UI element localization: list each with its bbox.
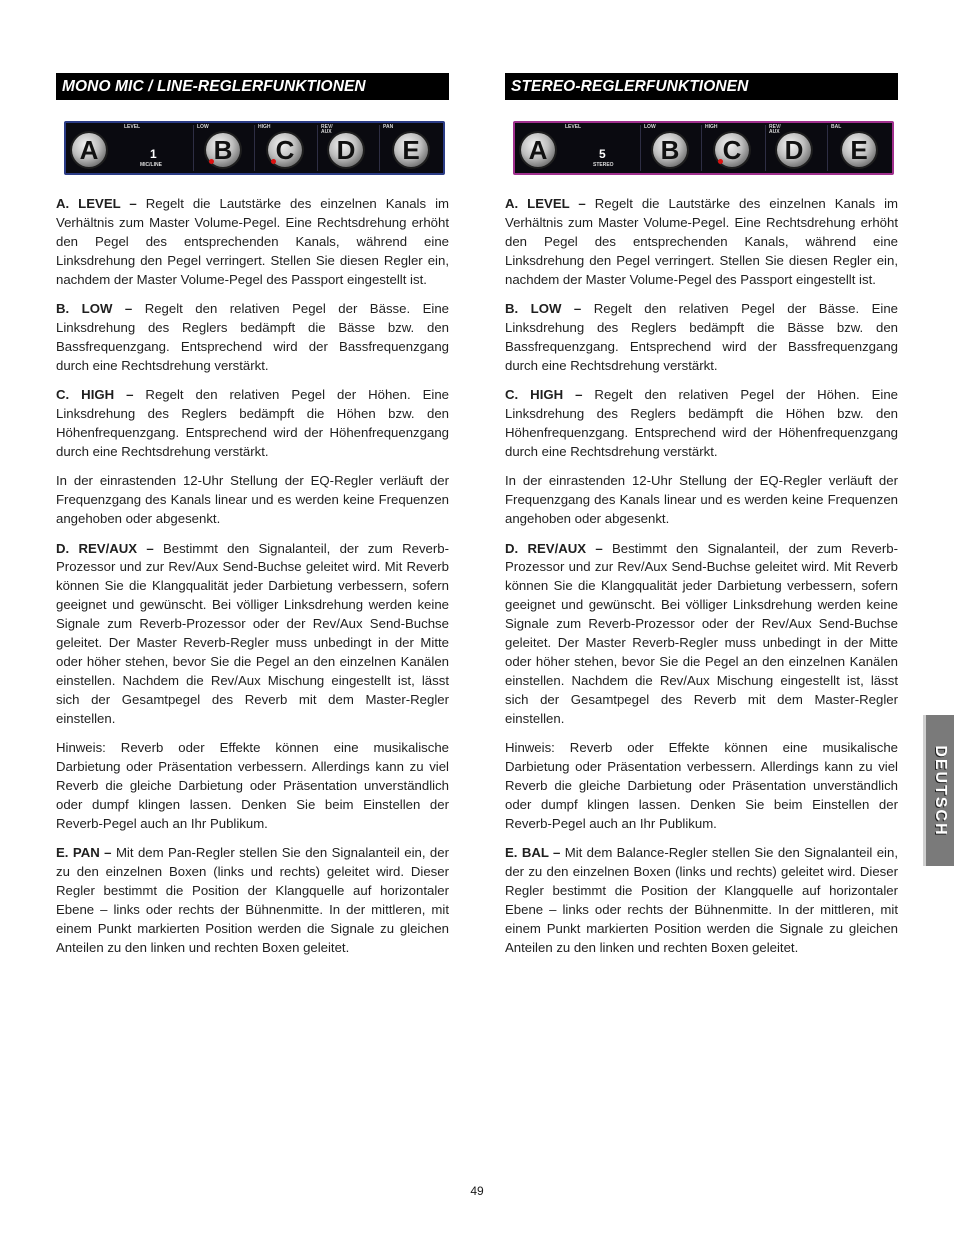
paragraph: D. REV/AUX – Bestimmt den Signalanteil, der zum Reverb-Prozessor und zur Rev/Aux Send-Buchse geleitet wird. Mit Reverb können Sie die Klangqualität jeder Darbietung verbessern, sofern geeignet und gewünscht. Bei völliger Linksdrehung werden keine Signale zum Reverb-Prozessor oder der Rev/Aux Send-Buchse geleitet. Der Master Reverb-Regler muss unbedingt in der Mitte oder höher stehen, bevor Sie die Pegel an den einzelnen Kanälen einstellen. Nachdem die Rev/Aux Mischung eingestellt ist, lässt sich der Gesamtpegel des Reverb mit dem Master-Regler einstellen.: [56, 540, 449, 726]
paragraph: Hinweis: Reverb oder Effekte können eine musikalische Darbietung oder Präsentation verbessern. Allerdings kann zu viel Reverb die gleiche Darbietung oder Präsentation unverständlich oder dumpf klingen lassen. Denken Sie beim Einstellen der Reverb-Pegel auch an Ihr Publikum.: [505, 740, 898, 831]
bal-knob-e: E: [842, 133, 876, 167]
channel-type: STEREO: [593, 162, 614, 168]
mono-text: [56, 195, 449, 958]
mono-column: [56, 73, 449, 968]
paragraph: In der einrastenden 12-Uhr Stellung der EQ-Regler verläuft der Frequenzgang des Kanals linear und es werden keine Frequenzen angehoben oder abgesenkt.: [56, 473, 449, 527]
paragraph: D. REV/AUX – Bestimmt den Signalanteil, der zum Reverb-Prozessor und zur Rev/Aux Send-Buchse geleitet wird. Mit Reverb können Sie die Klangqualität jeder Darbietung verbessern, sofern geeignet und gewünscht. Bei völliger Linksdrehung werden keine Signale zum Reverb-Prozessor oder der Rev/Aux Send-Buchse geleitet. Der Master Reverb-Regler muss unbedingt in der Mitte oder höher stehen, bevor Sie die Pegel an den einzelnen Kanälen einstellen. Nachdem die Rev/Aux Mischung eingestellt ist, lässt sich der Gesamtpegel des Reverb mit dem Master-Regler einstellen.: [505, 540, 898, 726]
panel-label-level: LEVEL: [565, 124, 582, 130]
stereo-text: [505, 195, 898, 958]
stereo-section-title: STEREO-REGLERFUNKTIONEN: [505, 73, 898, 100]
low-knob-b: B: [653, 133, 687, 167]
paragraph: B. LOW – Regelt den relativen Pegel der Bässe. Eine Linksdrehung des Reglers bedämpft die Bässe bzw. den Bassfrequenzgang. Entsprechend wird der Bassfrequenzgang durch eine Rechtsdrehung verstärkt.: [505, 301, 898, 373]
panel-label-high: HIGH: [258, 124, 271, 130]
panel-label-low: LOW: [644, 124, 656, 130]
low-knob-b: B: [206, 133, 240, 167]
panel-label-low: LOW: [197, 124, 209, 130]
paragraph: C. HIGH – Regelt den relativen Pegel der Höhen. Eine Linksdrehung des Reglers bedämpft die Höhen bzw. den Höhenfrequenzgang. Entsprechend wird der Höhenfrequenzgang durch eine Rechtsdrehung verstärkt.: [56, 387, 449, 459]
panel-label-rev-aux: REV/ AUX: [769, 124, 781, 135]
rev-aux-knob-d: D: [777, 133, 811, 167]
high-knob-c: C: [268, 133, 302, 167]
paragraph: B. LOW – Regelt den relativen Pegel der Bässe. Eine Linksdrehung des Reglers bedämpft die Bässe bzw. den Bassfrequenzgang. Entsprechend wird der Bassfrequenzgang durch eine Rechtsdrehung verstärkt.: [56, 301, 449, 373]
panel-label-pan: PAN: [383, 124, 394, 130]
paragraph: E. BAL – Mit dem Balance-Regler stellen Sie den Signalanteil ein, der zu den einzelnen Boxen (links und rechts) geleitet wird. Dieser Regler bestimmt die Position der Klangquelle auf horizontaler Ebene – links oder rechts der Bühnenmitte. In der mittleren, mit einem Punkt markierten Position werden die Signale zu gleichen Anteilen zu den linken und rechten Boxen geleitet.: [505, 845, 898, 955]
panel-label-level: LEVEL: [124, 124, 141, 130]
paragraph: A. LEVEL – Regelt die Lautstärke des einzelnen Kanals im Verhältnis zum Master Volume-Pegel. Eine Rechtsdrehung erhöht den Pegel des entsprechenden Kanals, während eine Linksdrehung den Pegel verringert. Stellen Sie diesen Regler ein, nachdem der Master Volume-Pegel des Passport eingestellt ist.: [505, 196, 898, 287]
channel-number: 5: [599, 147, 606, 161]
stereo-control-panel-image: [513, 121, 894, 175]
pan-knob-e: E: [394, 133, 428, 167]
paragraph: A. LEVEL – Regelt die Lautstärke des einzelnen Kanals im Verhältnis zum Master Volume-Pegel. Eine Rechtsdrehung erhöht den Pegel des entsprechenden Kanals, während eine Linksdrehung den Pegel verringert. Stellen Sie diesen Regler ein, nachdem der Master Volume-Pegel des Passport eingestellt ist.: [56, 196, 449, 287]
panel-label-rev-aux: REV/ AUX: [321, 124, 333, 135]
stereo-column: [505, 73, 898, 968]
panel-label-high: HIGH: [705, 124, 718, 130]
level-knob-a: A: [521, 133, 555, 167]
paragraph: In der einrastenden 12-Uhr Stellung der EQ-Regler verläuft der Frequenzgang des Kanals linear und es werden keine Frequenzen angehoben oder abgesenkt.: [505, 473, 898, 527]
channel-number: 1: [150, 147, 157, 161]
paragraph: E. PAN – Mit dem Pan-Regler stellen Sie den Signalanteil ein, der zu den einzelnen Boxen (links und rechts) geleitet wird. Dieser Regler bestimmt die Position der Klangquelle auf horizontaler Ebene – links oder rechts der Bühnenmitte. In der mittleren, mit einem Punkt markierten Position werden die Signale zu gleichen Anteilen zu den linken und rechten Boxen geleitet.: [56, 845, 449, 955]
language-side-tab: [923, 715, 954, 866]
page-number: 49: [470, 1184, 484, 1198]
mono-section-title: MONO MIC / LINE-REGLERFUNKTIONEN: [56, 73, 449, 100]
high-knob-c: C: [715, 133, 749, 167]
level-knob-a: A: [72, 133, 106, 167]
mono-control-panel-image: [64, 121, 445, 175]
channel-type: MIC/LINE: [140, 162, 162, 168]
paragraph: Hinweis: Reverb oder Effekte können eine musikalische Darbietung oder Präsentation verbessern. Allerdings kann zu viel Reverb die gleiche Darbietung oder Präsentation unverständlich oder dumpf klingen lassen. Denken Sie beim Einstellen der Reverb-Pegel auch an Ihr Publikum.: [56, 740, 449, 831]
rev-aux-knob-d: D: [329, 133, 363, 167]
language-tab-label: DEUTSCH: [932, 744, 949, 837]
panel-label-bal: BAL: [831, 124, 842, 130]
paragraph: C. HIGH – Regelt den relativen Pegel der Höhen. Eine Linksdrehung des Reglers bedämpft die Höhen bzw. den Höhenfrequenzgang. Entsprechend wird der Höhenfrequenzgang durch eine Rechtsdrehung verstärkt.: [505, 387, 898, 459]
